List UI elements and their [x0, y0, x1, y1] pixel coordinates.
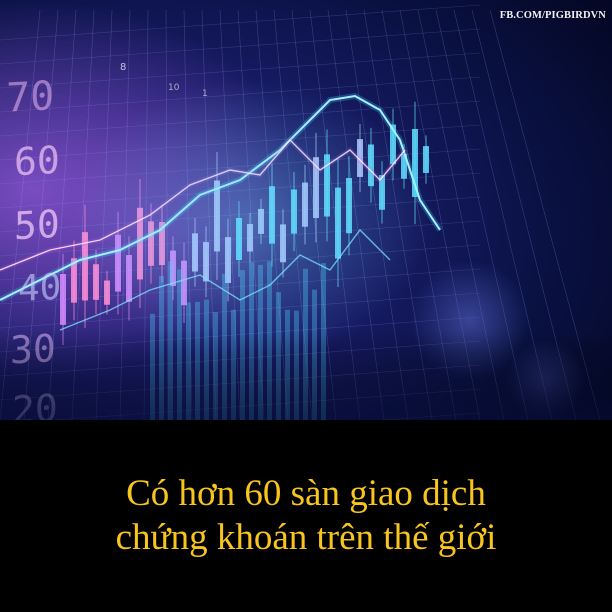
center-glow: [70, 80, 430, 360]
top-number-1: 1: [202, 89, 208, 99]
axis-label-50: 50: [14, 201, 60, 249]
caption-box: [0, 420, 612, 612]
axis-label-40: 40: [18, 266, 62, 311]
caption-line-1: Có hơn 60 sàn giao dịch: [126, 473, 486, 514]
top-number-8: 8: [120, 62, 127, 73]
axis-label-70: 70: [6, 73, 55, 122]
axis-label-60: 60: [14, 137, 60, 185]
watermark-text: FB.COM/PIGBIRDVN: [499, 10, 606, 21]
top-number-10: 10: [168, 83, 180, 93]
caption-line-2: chứng khoán trên thế giới: [115, 517, 497, 558]
lower-shade: [0, 330, 612, 420]
candle-body: [423, 146, 429, 173]
